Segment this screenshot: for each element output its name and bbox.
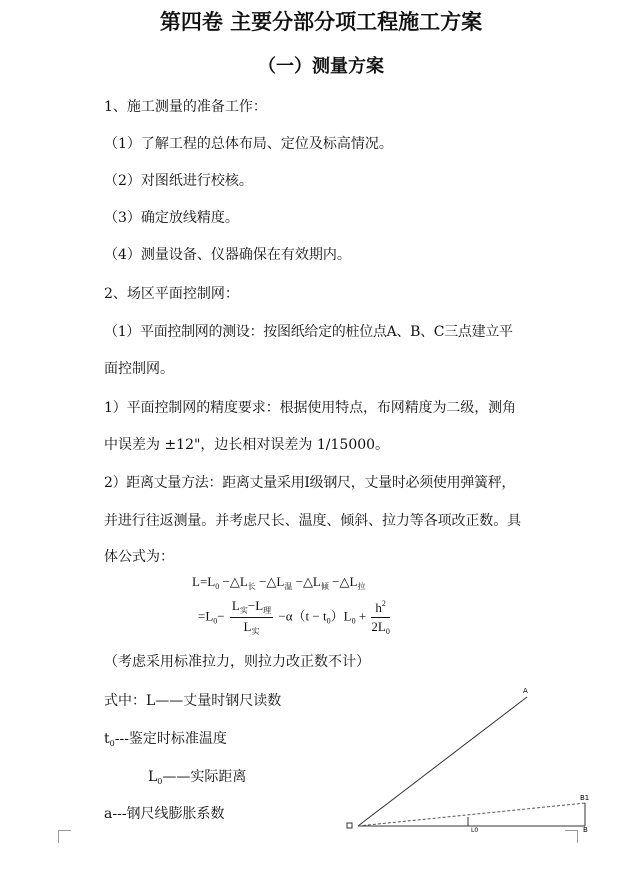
formula-line-1: $L=L_0$ $-\triangle L_长$ $-\triangle L_温$ $-\triangle L_倾$ $-\triangle L_拉$ — [192, 574, 366, 591]
definition-alpha: a---钢尺线膨胀系数 — [104, 806, 225, 822]
definition-L: 式中：L——丈量时钢尺读数 — [104, 693, 282, 709]
text-line: （2）对图纸进行校核。 — [104, 173, 253, 189]
label-l0: L0 — [471, 827, 479, 834]
formula-line-2: $=L_0-$ $\frac{L_实-L_理}{L_实}$ $-\alpha(t - t_0)L_0$ + $\frac{h^2}{2L_0}$ — [198, 598, 390, 636]
slope-line — [358, 697, 527, 826]
fraction: $\frac{L_实-L_理}{L_实}$ — [231, 598, 272, 636]
page-corner-mark — [58, 830, 71, 843]
origin-marker — [347, 823, 352, 828]
slope-diagram — [340, 680, 610, 840]
text-line: （4）测量设备、仪器确保在有效期内。 — [104, 247, 351, 263]
text-line: 2、场区平面控制网： — [104, 286, 239, 302]
text-line: 面控制网。 — [104, 361, 174, 377]
dashed-line — [358, 803, 585, 826]
text-line: 1、施工测量的准备工作： — [104, 99, 267, 115]
label-b: B — [583, 826, 588, 834]
label-b1: B1 — [580, 794, 590, 802]
text-line: 体公式为： — [104, 549, 174, 565]
document-title: 第四卷 主要分部分项工程施工方案 — [159, 10, 483, 34]
note-line: （考虑采用标准拉力，则拉力改正数不计） — [104, 654, 370, 670]
text-line: （1）了解工程的总体布局、定位及标高情况。 — [104, 136, 393, 152]
definition-t0: $t_0---$鉴定时标准温度 — [104, 731, 227, 748]
page-corner-mark — [565, 830, 578, 843]
label-top: A — [523, 687, 528, 695]
text-line: 2）距离丈量方法：距离丈量采用Ⅰ级钢尺，丈量时必须使用弹簧秤， — [104, 475, 516, 491]
section-title: （一）测量方案 — [258, 56, 384, 77]
text-line: 1）平面控制网的精度要求：根据使用特点，布网精度为二级，测角 — [104, 400, 516, 416]
text-line: 并进行往返测量。并考虑尺长、温度、倾斜、拉力等各项改正数。具 — [104, 513, 521, 529]
text-line: 中误差为 ±12"，边长相对误差为 1/15000。 — [104, 437, 390, 453]
text-line: （3）确定放线精度。 — [104, 210, 239, 226]
fraction: $\frac{h^2}{2L_0}$ — [371, 599, 390, 636]
definition-L0: $L_0——$实际距离 — [148, 769, 247, 786]
text-line: （1）平面控制网的测设：按图纸给定的桩位点A、B、C三点建立平 — [104, 324, 513, 340]
